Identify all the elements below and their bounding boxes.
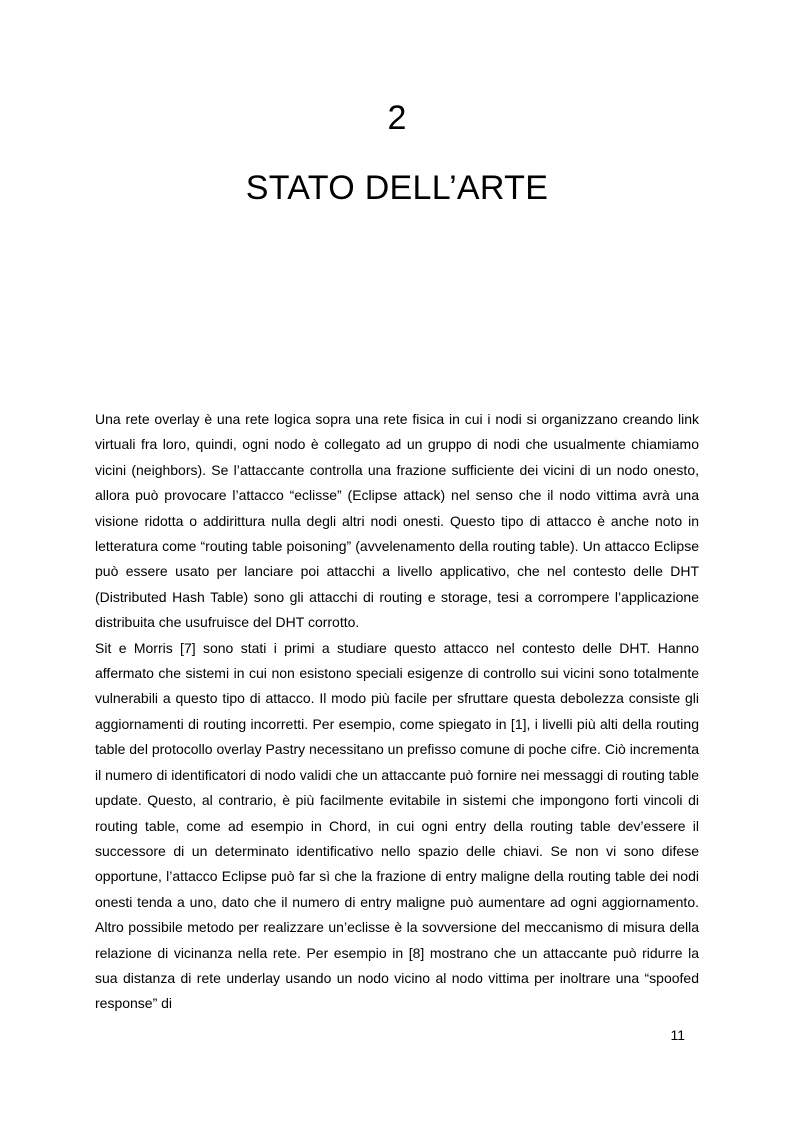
paragraph-1: Una rete overlay è una rete logica sopra una rete fisica in cui i nodi si organizzano creando link virtuali fra loro, quindi, ogni nodo è collegato ad un gruppo di nodi che usualmente chiamiamo vicini (neighbors). Se l’attaccante controlla una frazione sufficiente dei vicini di un nodo onesto, allora può provocare l’attacco “eclisse” (Eclipse attack) nel senso che il nodo vittima avrà una visione ridotta o addirittura nulla degli altri nodi onesti. Questo tipo di attacco è anche noto in letteratura come “routing table poisoning” (avvelenamento della routing table). Un attacco Eclipse può essere usato per lanciare poi attacchi a livello applicativo, che nel contesto delle DHT (Distributed Hash Table) sono gli attacchi di routing e storage, tesi a corrompere l’applicazione distribuita che usufruisce del DHT corrotto. bbox=[95, 411, 699, 631]
chapter-number: 2 bbox=[387, 99, 407, 137]
page-number: 11 bbox=[670, 1027, 685, 1043]
paragraph-2: Sit e Morris [7] sono stati i primi a studiare questo attacco nel contesto delle DHT. Hanno affermato che sistemi in cui non esistono speciali esigenze di controllo sui vicini sono totalmente vulnerabili a questo tipo di attacco. Il modo più facile per sfruttare questa debolezza consiste gli aggiornamenti di routing incorretti. Per esempio, come spiegato in [1], i livelli più alti della routing table del protocollo overlay Pastry necessitano un prefisso comune di poche cifre. Ciò incrementa il numero di identificatori di nodo validi che un attaccante può fornire nei messaggi di routing table update. Questo, al contrario, è più facilmente evitabile in sistemi che impongono forti vincoli di routing table, come ad esempio in Chord, in cui ogni entry della routing table dev’essere il successore di un determinato identificativo nello spazio delle chiavi. Se non vi sono difese opportune, l’attacco Eclipse può far sì che la frazione di entry maligne della routing table dei nodi onesti tenda a uno, dato che il numero di entry maligne può aumentare ad ogni aggiornamento. Altro possibile metodo per realizzare un’eclisse è la sovversione del meccanismo di misura della relazione di vicinanza nella rete. Per esempio in [8] mostrano che un attaccante può ridurre la sua distanza di rete underlay usando un nodo vicino al nodo vittima per inoltrare una “spoofed response” di bbox=[95, 639, 699, 1012]
body-text bbox=[95, 407, 699, 1017]
chapter-title: STATO DELL’ARTE bbox=[245, 169, 549, 207]
